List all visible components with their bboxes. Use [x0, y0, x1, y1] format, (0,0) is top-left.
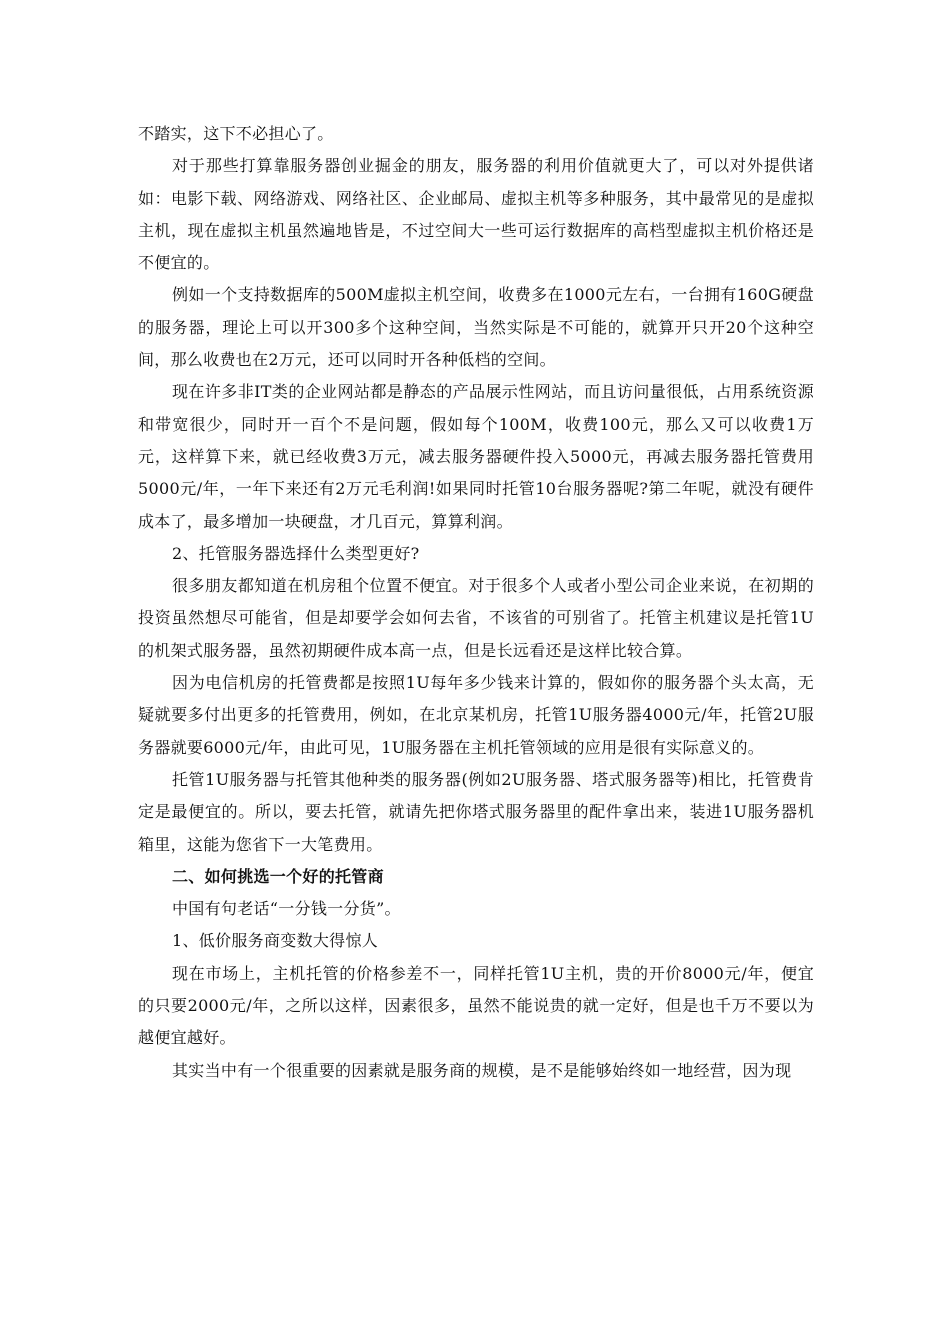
subheading-low-price-risk: 1、低价服务商变数大得惊人	[172, 931, 379, 951]
paragraph-provider-scale: 其实当中有一个很重要的因素就是服务商的规模，是不是能够始终如一地经营，因为现	[172, 1060, 792, 1080]
paragraph-rack-server: 很多朋友都知道在机房租个位置不便宜。对于很多个人或者小型公司企业来说，在初期的投资虽然想尽可能省，但是却要学会如何去省，不该省的可别省了。托管主机建议是托管1U的机架式服务器，虽然初期硬件成本高一点，但是长远看还是这样比较合算。	[138, 576, 814, 660]
paragraph-hosting-fee: 因为电信机房的托管费都是按照1U每年多少钱来计算的，假如你的服务器个头太高，无疑就要多付出更多的托管费用，例如，在北京某机房，托管1U服务器4000元/年，托管2U服务器就要6000元/年，由此可见，1U服务器在主机托管领域的应用是很有实际意义的。	[138, 673, 814, 757]
paragraph-1u-cheapest: 托管1U服务器与托管其他种类的服务器(例如2U服务器、塔式服务器等)相比，托管费肯定是最便宜的。所以，要去托管，就请先把你塔式服务器里的配件拿出来，装进1U服务器机箱里，这能为您省下一大笔费用。	[138, 769, 814, 854]
paragraph-continuation: 不踏实，这下不必担心了。	[138, 124, 334, 143]
subheading-server-type: 2、托管服务器选择什么类型更好?	[172, 543, 420, 563]
paragraph-proverb: 中国有句老话“一分钱一分货”。	[172, 899, 401, 919]
document-body	[138, 118, 814, 1087]
paragraph-static-websites: 现在许多非IT类的企业网站都是静态的产品展示性网站，而且访问量很低，占用系统资源和带宽很少，同时开一百个不是问题，假如每个100M，收费100元，那么又可以收费1万元，这样算下来，就已经收费3万元，减去服务器硬件投入5000元，再减去服务器托管费用5000元/年，一年下来还有2万元毛利润!如果同时托管10台服务器呢?第二年呢，就没有硬件成本了，最多增加一块硬盘，才几百元，算算利润。	[138, 382, 814, 531]
paragraph-example-hosting: 例如一个支持数据库的500M虚拟主机空间，收费多在1000元左右，一台拥有160G硬盘的服务器，理论上可以开300多个这种空间，当然实际是不可能的，就算开只开20个这种空间，那么收费也在2万元，还可以同时开各种低档的空间。	[138, 285, 814, 370]
section-heading-choose-provider: 二、如何挑选一个好的托管商	[172, 866, 384, 886]
paragraph-server-value: 对于那些打算靠服务器创业掘金的朋友，服务器的利用价值就更大了，可以对外提供诸如：电影下载、网络游戏、网络社区、企业邮局、虚拟主机等多种服务，其中最常见的是虚拟主机，现在虚拟主机虽然遍地皆是，不过空间大一些可运行数据库的高档型虚拟主机价格还是不便宜的。	[138, 156, 814, 273]
paragraph-market-price: 现在市场上，主机托管的价格参差不一，同样托管1U主机，贵的开价8000元/年，便宜的只要2000元/年，之所以这样，因素很多，虽然不能说贵的就一定好，但是也千万不要以为越便宜越好。	[138, 963, 814, 1048]
